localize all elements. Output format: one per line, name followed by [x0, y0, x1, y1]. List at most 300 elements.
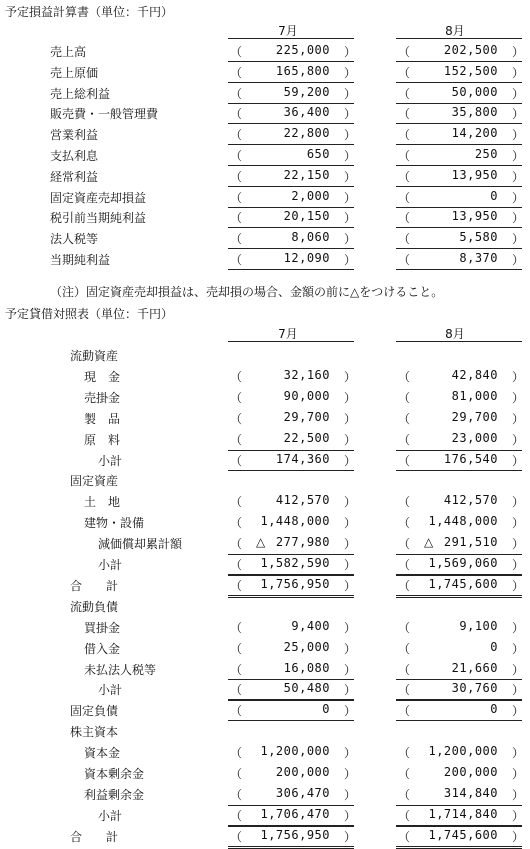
paren-open: （: [398, 537, 411, 551]
paren-open: （: [398, 663, 411, 677]
paren-close: ）: [511, 107, 524, 121]
amount-value: 0: [490, 640, 498, 654]
paren-close: ）: [343, 683, 356, 697]
row-label: 土 地: [84, 495, 121, 509]
paren-close: ）: [343, 663, 356, 677]
amount-cell: [228, 229, 354, 247]
paren-open: （: [398, 45, 411, 59]
amount-cell: [396, 146, 522, 164]
amount-cell: [396, 430, 522, 448]
paren-close: ）: [511, 87, 524, 101]
amount-value: 277,980: [275, 535, 330, 549]
paren-open: （: [230, 107, 243, 121]
paren-close: ）: [511, 642, 524, 656]
paren-open: （: [230, 391, 243, 405]
paren-open: （: [230, 767, 243, 781]
amount-cell: [228, 576, 354, 594]
paren-open: （: [398, 211, 411, 225]
amount-value: 291,510: [443, 535, 498, 549]
amount-cell: [396, 367, 522, 385]
income-header-rule-august: [396, 38, 522, 39]
amount-value: 1,582,590: [260, 556, 330, 570]
paren-close: ）: [511, 412, 524, 426]
paren-close: ）: [343, 454, 356, 468]
amount-cell: [396, 680, 522, 698]
amount-value: 81,000: [451, 389, 498, 403]
amount-value: 650: [306, 147, 330, 161]
row-label: 減価償却累計額: [98, 537, 183, 551]
paren-open: （: [398, 454, 411, 468]
amount-cell: [396, 451, 522, 469]
paren-close: ）: [343, 830, 356, 844]
subtotal-rule: [228, 805, 354, 806]
paren-close: ）: [511, 370, 524, 384]
amount-value: 1,448,000: [428, 514, 498, 528]
row-label: 営業利益: [50, 128, 99, 142]
paren-close: ）: [343, 412, 356, 426]
subtotal-rule: [228, 826, 354, 827]
paren-close: ）: [343, 516, 356, 530]
paren-open: （: [398, 683, 411, 697]
paren-close: ）: [511, 454, 524, 468]
amount-value: 29,700: [451, 410, 498, 424]
paren-close: ）: [343, 433, 356, 447]
amount-value: 32,160: [283, 368, 330, 382]
amount-value: 176,540: [443, 452, 498, 466]
cell-rule: [396, 227, 522, 228]
paren-close: ）: [343, 579, 356, 593]
amount-cell: [396, 409, 522, 427]
paren-close: ）: [343, 788, 356, 802]
paren-open: （: [230, 621, 243, 635]
amount-cell: [396, 743, 522, 761]
subtotal-rule: [396, 700, 522, 701]
row-label: 販売費・一般管理費: [50, 107, 159, 121]
paren-close: ）: [511, 830, 524, 844]
paren-open: （: [230, 683, 243, 697]
amount-cell: [396, 806, 522, 824]
row-label: 合 計: [70, 830, 119, 844]
amount-value: 5,580: [459, 230, 498, 244]
amount-cell: [228, 208, 354, 226]
amount-cell: [228, 84, 354, 102]
row-label: 税引前当期純利益: [50, 211, 147, 225]
amount-value: 20,150: [283, 209, 330, 223]
amount-cell: [228, 388, 354, 406]
paren-close: ）: [511, 191, 524, 205]
amount-cell: [396, 785, 522, 803]
paren-open: （: [230, 516, 243, 530]
amount-cell: [228, 660, 354, 678]
amount-cell: [396, 555, 522, 573]
row-label: 小計: [98, 558, 123, 572]
paren-close: ）: [511, 45, 524, 59]
balance-col-july: 7月: [278, 327, 298, 341]
subtotal-rule: [396, 450, 522, 451]
amount-cell: [396, 84, 522, 102]
amount-value: 412,570: [443, 493, 498, 507]
paren-open: （: [398, 642, 411, 656]
paren-close: ）: [511, 788, 524, 802]
amount-cell: [396, 576, 522, 594]
amount-cell: [396, 167, 522, 185]
row-label: 小計: [98, 454, 123, 468]
paren-open: （: [398, 170, 411, 184]
amount-value: 1,756,950: [260, 828, 330, 842]
paren-close: ）: [343, 621, 356, 635]
amount-cell: [228, 806, 354, 824]
row-label: 売掛金: [84, 391, 121, 405]
paren-close: ）: [343, 87, 356, 101]
paren-close: ）: [343, 704, 356, 718]
paren-open: （: [230, 191, 243, 205]
amount-cell: [228, 367, 354, 385]
paren-close: ）: [343, 809, 356, 823]
cell-rule: [228, 186, 354, 187]
amount-value: 42,840: [451, 368, 498, 382]
paren-open: （: [398, 809, 411, 823]
paren-close: ）: [511, 211, 524, 225]
paren-open: （: [230, 579, 243, 593]
amount-cell: [228, 701, 354, 719]
amount-cell: [396, 229, 522, 247]
amount-cell: [396, 701, 522, 719]
paren-close: ）: [343, 746, 356, 760]
subtotal-rule: [228, 700, 354, 701]
row-label: 借入金: [84, 642, 121, 656]
amount-cell: [396, 660, 522, 678]
amount-cell: [228, 785, 354, 803]
amount-value: 13,950: [451, 209, 498, 223]
subtotal-rule: [396, 575, 522, 576]
amount-cell: [396, 618, 522, 636]
paren-open: （: [398, 87, 411, 101]
paren-close: ）: [511, 391, 524, 405]
paren-close: ）: [511, 683, 524, 697]
amount-cell: [228, 743, 354, 761]
amount-cell: [396, 42, 522, 60]
cell-rule: [396, 82, 522, 83]
paren-open: （: [230, 433, 243, 447]
paren-open: （: [398, 149, 411, 163]
amount-value: 9,100: [459, 619, 498, 633]
paren-open: （: [398, 128, 411, 142]
triangle-loss-mark: △: [424, 535, 434, 549]
amount-value: 0: [490, 702, 498, 716]
amount-value: 165,800: [275, 64, 330, 78]
amount-cell: [396, 639, 522, 657]
amount-value: 412,570: [275, 493, 330, 507]
paren-open: （: [230, 663, 243, 677]
paren-open: （: [398, 495, 411, 509]
paren-close: ）: [343, 128, 356, 142]
amount-cell: [228, 250, 354, 268]
paren-open: （: [230, 704, 243, 718]
paren-close: ）: [343, 767, 356, 781]
income-statement-note: （注）固定資産売却損益は、売却損の場合、金額の前に△をつけること。: [50, 285, 444, 299]
cell-rule: [228, 61, 354, 62]
cell-rule: [228, 123, 354, 124]
amount-cell: [228, 430, 354, 448]
row-label: 支払利息: [50, 149, 99, 163]
row-label: 売上原価: [50, 66, 99, 80]
paren-open: （: [398, 232, 411, 246]
amount-value: 21,660: [451, 661, 498, 675]
paren-open: （: [230, 809, 243, 823]
amount-cell: [228, 534, 354, 552]
row-label: 流動資産: [70, 349, 119, 363]
paren-open: （: [230, 149, 243, 163]
row-label: 原 料: [84, 433, 121, 447]
cell-rule: [396, 269, 522, 270]
row-label: 合 計: [70, 579, 119, 593]
paren-close: ）: [343, 149, 356, 163]
row-label: 資本金: [84, 746, 121, 760]
paren-close: ）: [343, 537, 356, 551]
paren-open: （: [230, 495, 243, 509]
amount-value: 314,840: [443, 786, 498, 800]
paren-open: （: [398, 412, 411, 426]
paren-close: ）: [511, 809, 524, 823]
paren-close: ）: [343, 495, 356, 509]
cell-rule: [396, 186, 522, 187]
balance-sheet-title: 予定貸借対照表（単位：千円）: [5, 307, 174, 321]
amount-value: 50,000: [451, 85, 498, 99]
paren-open: （: [230, 830, 243, 844]
amount-cell: [228, 125, 354, 143]
amount-cell: [396, 125, 522, 143]
cell-rule: [396, 248, 522, 249]
amount-value: 9,400: [291, 619, 330, 633]
amount-value: 152,500: [443, 64, 498, 78]
paren-close: ）: [511, 516, 524, 530]
amount-value: 306,470: [275, 786, 330, 800]
balance-header-rule-august: [396, 341, 522, 342]
paren-close: ）: [343, 642, 356, 656]
paren-close: ）: [511, 579, 524, 593]
amount-value: 1,714,840: [428, 807, 498, 821]
triangle-loss-mark: △: [256, 535, 266, 549]
cell-rule: [396, 61, 522, 62]
paren-open: （: [398, 579, 411, 593]
paren-open: （: [398, 66, 411, 80]
amount-cell: [228, 451, 354, 469]
paren-open: （: [398, 391, 411, 405]
row-label: 流動負債: [70, 600, 119, 614]
cell-rule: [396, 144, 522, 145]
amount-cell: [228, 492, 354, 510]
amount-value: 29,700: [283, 410, 330, 424]
total-underline: [396, 597, 522, 598]
paren-close: ）: [343, 232, 356, 246]
paren-open: （: [230, 170, 243, 184]
income-col-august: 8月: [445, 24, 465, 38]
subtotal-rule: [228, 450, 354, 451]
subtotal-rule: [228, 470, 354, 471]
row-label: 株主資本: [70, 725, 119, 739]
paren-open: （: [230, 45, 243, 59]
amount-value: 1,200,000: [260, 744, 330, 758]
row-label: 経常利益: [50, 170, 99, 184]
amount-cell: [228, 680, 354, 698]
amount-cell: [396, 63, 522, 81]
amount-cell: [396, 534, 522, 552]
row-label: 未払法人税等: [84, 663, 157, 677]
row-label: 現 金: [84, 370, 121, 384]
paren-close: ）: [343, 253, 356, 267]
amount-cell: [396, 764, 522, 782]
amount-value: 13,950: [451, 168, 498, 182]
cell-rule: [228, 227, 354, 228]
amount-value: 14,200: [451, 126, 498, 140]
paren-open: （: [230, 253, 243, 267]
paren-open: （: [398, 107, 411, 121]
subtotal-rule: [228, 595, 354, 596]
subtotal-rule: [396, 595, 522, 596]
paren-close: ）: [343, 391, 356, 405]
amount-cell: [396, 513, 522, 531]
paren-close: ）: [343, 107, 356, 121]
amount-value: 50,480: [283, 681, 330, 695]
paren-open: （: [230, 232, 243, 246]
paren-close: ）: [511, 170, 524, 184]
amount-cell: [396, 188, 522, 206]
paren-open: （: [398, 370, 411, 384]
amount-cell: [228, 555, 354, 573]
subtotal-rule: [396, 679, 522, 680]
amount-cell: [228, 167, 354, 185]
income-header-rule-july: [228, 38, 354, 39]
paren-close: ）: [343, 211, 356, 225]
subtotal-rule: [228, 720, 354, 721]
paren-open: （: [398, 558, 411, 572]
amount-value: 22,500: [283, 431, 330, 445]
balance-col-august: 8月: [445, 327, 465, 341]
amount-cell: [396, 492, 522, 510]
income-col-july: 7月: [278, 24, 298, 38]
row-label: 買掛金: [84, 621, 121, 635]
cell-rule: [228, 269, 354, 270]
paren-open: （: [230, 788, 243, 802]
amount-value: 30,760: [451, 681, 498, 695]
paren-close: ）: [343, 191, 356, 205]
paren-open: （: [230, 66, 243, 80]
paren-open: （: [398, 433, 411, 447]
subtotal-rule: [396, 805, 522, 806]
cell-rule: [396, 165, 522, 166]
amount-value: 1,706,470: [260, 807, 330, 821]
row-label: 売上総利益: [50, 87, 111, 101]
row-label: 建物・設備: [84, 516, 145, 530]
amount-cell: [228, 409, 354, 427]
amount-value: 200,000: [443, 765, 498, 779]
amount-cell: [228, 764, 354, 782]
paren-open: （: [230, 642, 243, 656]
paren-close: ）: [511, 253, 524, 267]
paren-close: ）: [343, 170, 356, 184]
amount-cell: [228, 104, 354, 122]
amount-value: 1,448,000: [260, 514, 330, 528]
total-underline: [228, 597, 354, 598]
paren-open: （: [398, 830, 411, 844]
amount-cell: [396, 104, 522, 122]
amount-cell: [396, 827, 522, 845]
row-label: 製 品: [84, 412, 121, 426]
paren-close: ）: [511, 621, 524, 635]
amount-value: 1,569,060: [428, 556, 498, 570]
amount-value: 8,060: [291, 230, 330, 244]
paren-close: ）: [511, 746, 524, 760]
cell-rule: [396, 123, 522, 124]
row-label: 売上高: [50, 45, 87, 59]
subtotal-rule: [396, 720, 522, 721]
paren-open: （: [230, 558, 243, 572]
amount-cell: [228, 188, 354, 206]
paren-close: ）: [343, 370, 356, 384]
amount-cell: [228, 827, 354, 845]
amount-value: 2,000: [291, 189, 330, 203]
subtotal-rule: [228, 846, 354, 847]
paren-open: （: [398, 746, 411, 760]
paren-close: ）: [511, 558, 524, 572]
paren-open: （: [398, 621, 411, 635]
amount-value: 174,360: [275, 452, 330, 466]
paren-open: （: [230, 211, 243, 225]
paren-close: ）: [343, 66, 356, 80]
paren-open: （: [398, 191, 411, 205]
paren-open: （: [398, 516, 411, 530]
amount-cell: [396, 388, 522, 406]
subtotal-rule: [396, 470, 522, 471]
amount-cell: [396, 250, 522, 268]
amount-cell: [228, 42, 354, 60]
paren-close: ）: [511, 66, 524, 80]
paren-open: （: [398, 253, 411, 267]
amount-value: 25,000: [283, 640, 330, 654]
row-label: 利益剰余金: [84, 788, 145, 802]
amount-value: 200,000: [275, 765, 330, 779]
paren-open: （: [230, 454, 243, 468]
paren-close: ）: [511, 704, 524, 718]
paren-open: （: [230, 746, 243, 760]
paren-close: ）: [343, 558, 356, 572]
amount-value: 1,200,000: [428, 744, 498, 758]
amount-value: 225,000: [275, 43, 330, 57]
subtotal-rule: [396, 826, 522, 827]
cell-rule: [228, 82, 354, 83]
paren-open: （: [230, 412, 243, 426]
row-label: 固定資産: [70, 474, 119, 488]
paren-open: （: [398, 788, 411, 802]
cell-rule: [228, 248, 354, 249]
amount-cell: [228, 63, 354, 81]
amount-cell: [228, 513, 354, 531]
paren-close: ）: [511, 149, 524, 163]
row-label: 小計: [98, 809, 123, 823]
paren-close: ）: [511, 663, 524, 677]
amount-cell: [396, 208, 522, 226]
paren-close: ）: [511, 495, 524, 509]
amount-value: 22,800: [283, 126, 330, 140]
amount-value: 23,000: [451, 431, 498, 445]
amount-cell: [228, 618, 354, 636]
paren-close: ）: [511, 767, 524, 781]
amount-value: 1,756,950: [260, 577, 330, 591]
cell-rule: [228, 165, 354, 166]
subtotal-rule: [228, 575, 354, 576]
paren-close: ）: [343, 45, 356, 59]
row-label: 固定資産売却損益: [50, 191, 147, 205]
